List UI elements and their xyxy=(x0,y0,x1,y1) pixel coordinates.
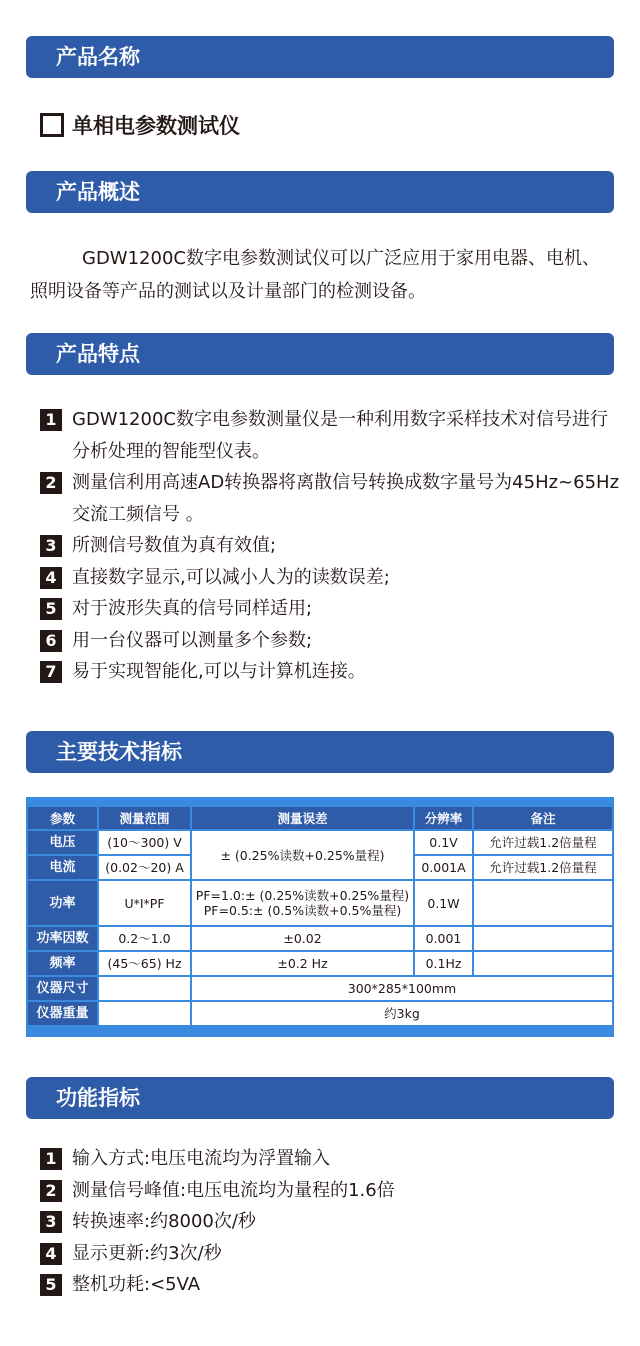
section-header-overview: 产品概述 xyxy=(26,171,614,213)
th-error: 测量误差 xyxy=(191,806,414,830)
number-badge: 1 xyxy=(40,1148,62,1170)
list-item-text: 测量信利用高速AD转换器将离散信号转换成数字量号为45Hz~65Hz交流工频信号 。 xyxy=(72,472,620,525)
list-item xyxy=(40,656,620,688)
cell-error: ± (0.25%读数+0.25%量程) xyxy=(191,830,414,880)
cell-range: (45～65) Hz xyxy=(98,951,191,976)
section-header-functions: 功能指标 xyxy=(26,1077,614,1119)
number-badge: 7 xyxy=(40,661,62,683)
section-header-specs: 主要技术指标 xyxy=(26,731,614,773)
number-badge: 6 xyxy=(40,630,62,652)
table-row xyxy=(27,951,613,976)
th-resolution: 分辨率 xyxy=(414,806,473,830)
cell-param: 功率 xyxy=(27,880,98,926)
cell-param: 电压 xyxy=(27,830,98,855)
cell-param: 频率 xyxy=(27,951,98,976)
features-list xyxy=(40,404,620,688)
list-item xyxy=(40,467,620,530)
cell-note xyxy=(473,951,613,976)
cell-value: 约3kg xyxy=(191,1001,613,1026)
number-badge: 1 xyxy=(40,409,62,431)
cell-param: 仪器重量 xyxy=(27,1001,98,1026)
cell-param: 功率因数 xyxy=(27,926,98,951)
cell-range: U*I*PF xyxy=(98,880,191,926)
table-row xyxy=(27,1001,613,1026)
cell-res: 0.001A xyxy=(414,855,473,880)
table-row xyxy=(27,926,613,951)
number-badge: 2 xyxy=(40,472,62,494)
cell-error xyxy=(191,880,414,926)
section-header-features: 产品特点 xyxy=(26,333,614,375)
list-item xyxy=(40,404,620,467)
number-badge: 5 xyxy=(40,598,62,620)
cell-range xyxy=(98,976,191,1001)
product-name-text: 单相电参数测试仪 xyxy=(72,114,240,138)
checkbox-square-icon xyxy=(40,113,64,137)
specs-table xyxy=(26,797,614,1037)
list-item xyxy=(40,1175,620,1207)
th-param: 参数 xyxy=(27,806,98,830)
table-header-row xyxy=(27,806,613,830)
cell-param: 电流 xyxy=(27,855,98,880)
error-line-2: PF=0.5:± (0.5%读数+0.5%量程) xyxy=(203,903,402,918)
cell-res: 0.1W xyxy=(414,880,473,926)
cell-note xyxy=(473,926,613,951)
list-item xyxy=(40,625,620,657)
table-row xyxy=(27,830,613,855)
number-badge: 4 xyxy=(40,1243,62,1265)
number-badge: 3 xyxy=(40,535,62,557)
number-badge: 5 xyxy=(40,1274,62,1296)
table-row xyxy=(27,976,613,1001)
section-header-product-name: 产品名称 xyxy=(26,36,614,78)
list-item-text: 显示更新:约3次/秒 xyxy=(72,1242,222,1264)
cell-range: (10～300) V xyxy=(98,830,191,855)
product-name xyxy=(40,110,240,140)
list-item-text: 测量信号峰值:电压电流均为量程的1.6倍 xyxy=(72,1179,395,1201)
functions-list xyxy=(40,1143,620,1301)
number-badge: 4 xyxy=(40,567,62,589)
cell-range: 0.2～1.0 xyxy=(98,926,191,951)
cell-note: 允许过载1.2倍量程 xyxy=(473,855,613,880)
list-item xyxy=(40,1238,620,1270)
list-item-text: 整机功耗:<5VA xyxy=(72,1274,201,1295)
th-note: 备注 xyxy=(473,806,613,830)
list-item xyxy=(40,1206,620,1238)
number-badge: 3 xyxy=(40,1211,62,1233)
list-item-text: GDW1200C数字电参数测量仪是一种利用数字采样技术对信号进行分析处理的智能型仪表。 xyxy=(72,409,608,462)
list-item xyxy=(40,593,620,625)
list-item-text: 直接数字显示,可以减小人为的读数误差; xyxy=(72,566,390,588)
list-item xyxy=(40,530,620,562)
cell-res: 0.001 xyxy=(414,926,473,951)
number-badge: 2 xyxy=(40,1180,62,1202)
cell-param: 仪器尺寸 xyxy=(27,976,98,1001)
cell-res: 0.1V xyxy=(414,830,473,855)
list-item-text: 所测信号数值为真有效值; xyxy=(72,535,277,556)
list-item-text: 转换速率:约8000次/秒 xyxy=(72,1211,256,1232)
cell-note xyxy=(473,880,613,926)
cell-range xyxy=(98,1001,191,1026)
list-item xyxy=(40,1143,620,1175)
cell-res: 0.1Hz xyxy=(414,951,473,976)
th-range: 测量范围 xyxy=(98,806,191,830)
list-item-text: 易于实现智能化,可以与计算机连接。 xyxy=(72,661,366,682)
table-row xyxy=(27,880,613,926)
list-item-text: 输入方式:电压电流均为浮置输入 xyxy=(72,1148,331,1169)
list-item-text: 对于波形失真的信号同样适用; xyxy=(72,598,313,619)
error-line-1: PF=1.0:± (0.25%读数+0.25%量程) xyxy=(195,888,410,903)
cell-error: ±0.02 xyxy=(191,926,414,951)
cell-range: (0.02～20) A xyxy=(98,855,191,880)
cell-note: 允许过载1.2倍量程 xyxy=(473,830,613,855)
list-item-text: 用一台仪器可以测量多个参数; xyxy=(72,629,313,651)
cell-value: 300*285*100mm xyxy=(191,976,613,1001)
overview-text: GDW1200C数字电参数测试仪可以广泛应用于家用电器、电机、照明设备等产品的测试以及计量部门的检测设备。 xyxy=(30,248,600,302)
list-item xyxy=(40,1269,620,1301)
list-item xyxy=(40,562,620,594)
cell-error: ±0.2 Hz xyxy=(191,951,414,976)
